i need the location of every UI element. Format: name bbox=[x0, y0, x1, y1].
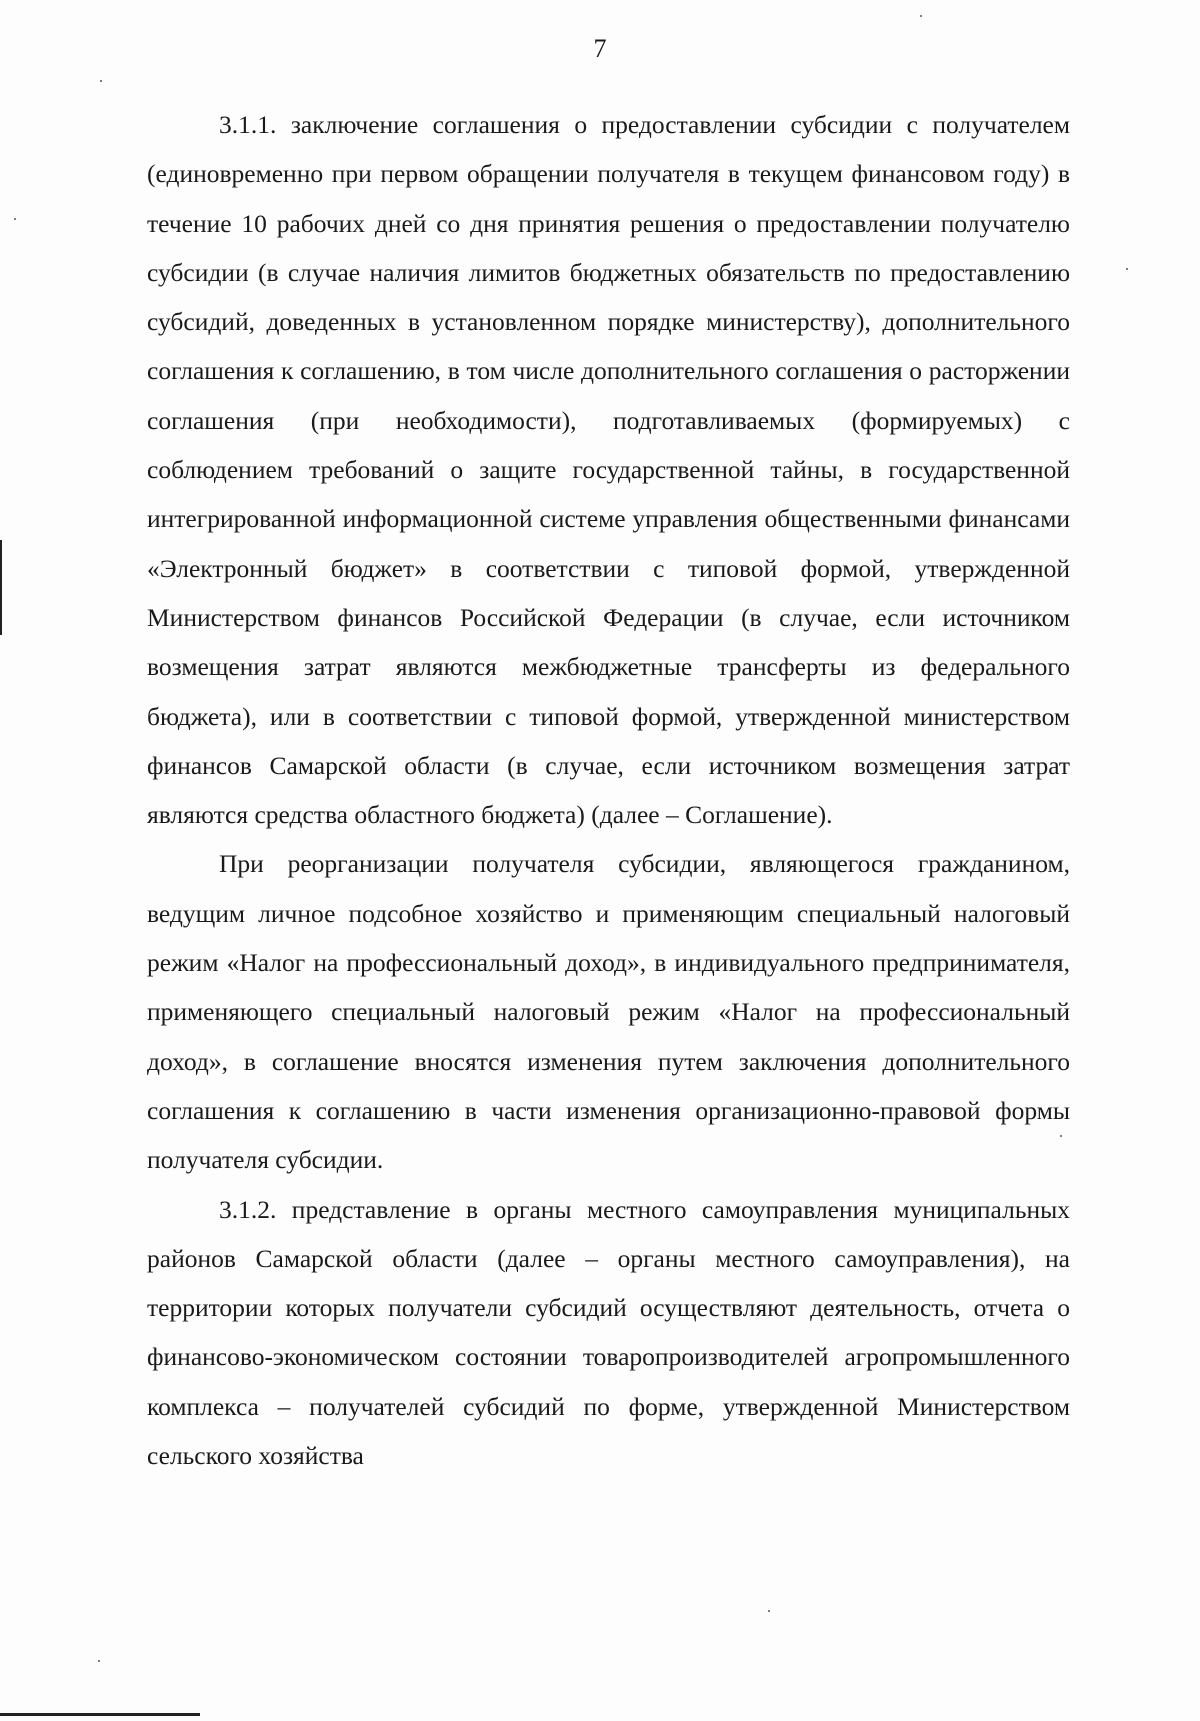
paragraph-reorganization: При реорганизации получателя субсидии, являющегося гражданином, ведущим личное подсобное хозяйство и применяющим специальный налоговый режим «Налог на профессиональный доход», в индивидуального предпринимателя, применяющего специальный налоговый режим «Налог на профессиональный доход», в соглашение вносятся изменения путем заключения дополнительного соглашения к соглашению в части изменения организационно-правовой формы получателя субсидии. bbox=[147, 849, 1070, 1175]
scan-speck bbox=[100, 80, 102, 82]
scan-edge-mark-left bbox=[0, 540, 2, 635]
paragraph-3-1-2: 3.1.2. представление в органы местного самоуправления муниципальных районов Самарской области (далее – органы местного самоуправления), на территории которых получатели субсидий осуществляют деятельность, отчета о финансово-экономическом состоянии товаропроизводителей агропромышленного комплекса – получателей субсидий по форме, утвержденной Министерством сельского хозяйства bbox=[147, 1194, 1070, 1471]
scan-speck bbox=[98, 1660, 100, 1662]
scan-edge-mark-bottom bbox=[0, 1713, 200, 1716]
scan-speck bbox=[1126, 268, 1128, 270]
page-number: 7 bbox=[593, 34, 607, 63]
paragraph-3-1-1: 3.1.1. заключение соглашения о предоставлении субсидии с получателем (единовременно при первом обращении получателя в текущем финансовом году) в течение 10 рабочих дней со дня принятия решения о предоставлении получателю субсидии (в случае наличия лимитов бюджетных обязательств по предоставлению субсидий, доведенных в установленном порядке министерству), дополнительного соглашения к соглашению, в том числе дополнительного соглашения о расторжении соглашения (при необходимости), подготавливаемых (формируемых) с соблюдением требований о защите государственной тайны, в государственной интегрированной информационной системе управления общественными финансами «Электронный бюджет» в соответствии с типовой формой, утвержденной Министерством финансов Российской Федерации (в случае, если источником возмещения затрат являются межбюджетные трансферты из федерального бюджета), или в соответствии с типовой формой, утвержденной министерством финансов Самарской области (в случае, если источником возмещения затрат являются средства областного бюджета) (далее – Соглашение). bbox=[147, 110, 1070, 830]
scan-speck bbox=[920, 15, 922, 17]
scan-speck bbox=[1060, 1135, 1062, 1137]
scan-speck bbox=[14, 218, 16, 220]
body-text bbox=[147, 100, 1070, 1480]
scan-speck bbox=[768, 1610, 770, 1612]
